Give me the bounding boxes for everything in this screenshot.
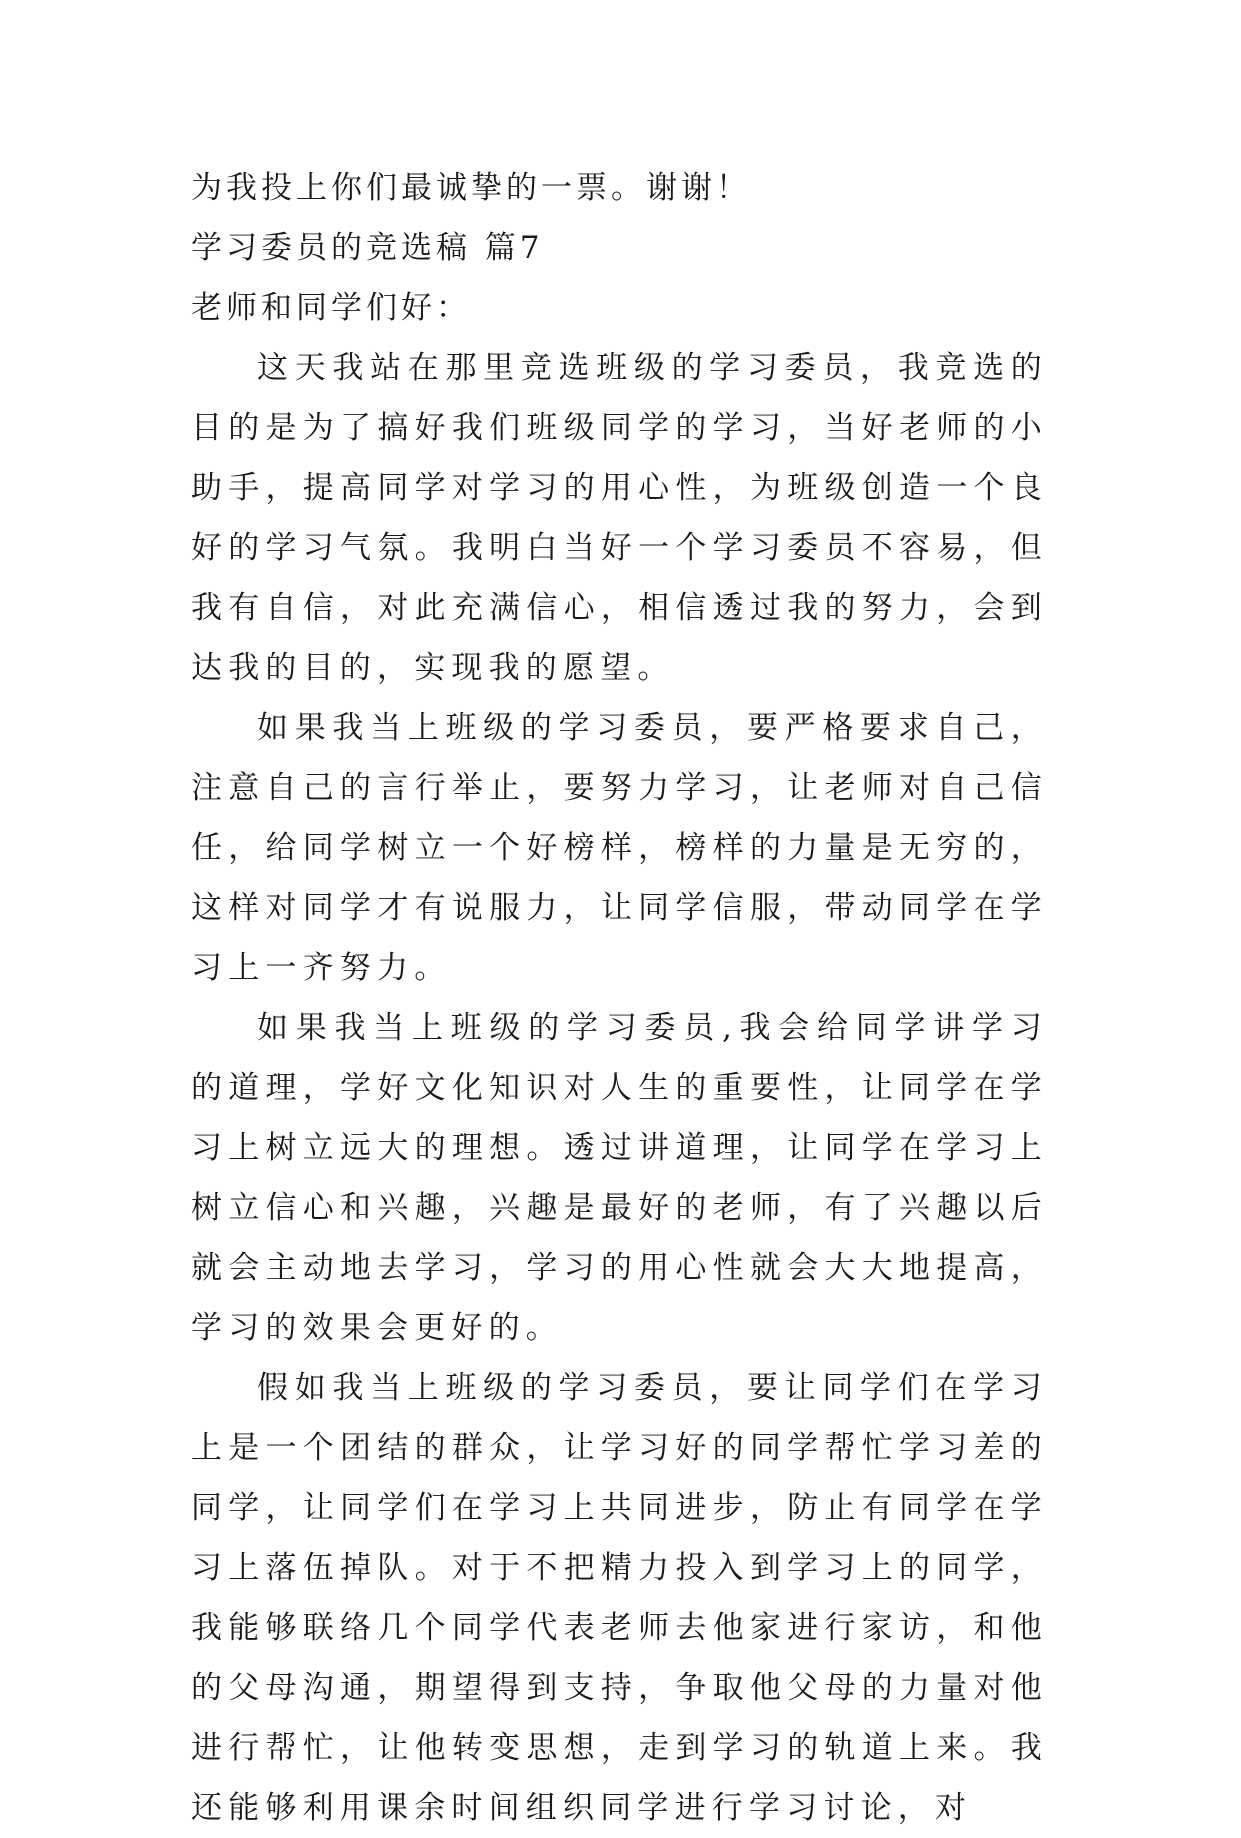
paragraph: 假如我当上班级的学习委员，要让同学们在学习上是一个团结的群众，让学习好的同学帮忙学习差的同学，让同学们在学习上共同进步，防止有同学在学习上落伍掉队。对于不把精力投入到学习上的同学，我能够联络几个同学代表老师去他家进行家访，和他的父母沟通，期望得到支持，争取他父母的力量对他进行帮忙，让他转变思想，走到学习的轨道上来。我还能够利用课余时间组织同学进行学习讨论，对	[191, 1370, 1048, 1826]
paragraph: 如果我当上班级的学习委员,我会给同学讲学习的道理，学好文化知识对人生的重要性，让同学在学习上树立远大的理想。透过讲道理，让同学在学习上树立信心和兴趣，兴趣是最好的老师，有了兴趣以后就会主动地去学习，学习的用心性就会大大地提高，学习的效果会更好的。	[191, 1010, 1048, 1346]
document-body	[191, 158, 1048, 1838]
paragraph: 如果我当上班级的学习委员，要严格要求自己，注意自己的言行举止，要努力学习，让老师对自己信任，给同学树立一个好榜样，榜样的力量是无穷的，这样对同学才有说服力，让同学信服，带动同学在学习上一齐努力。	[191, 710, 1048, 986]
closing-line: 为我投上你们最诚挚的一票。谢谢！	[191, 170, 751, 206]
section-title: 学习委员的竞选稿 篇7	[191, 230, 544, 266]
paragraph: 这天我站在那里竞选班级的学习委员，我竞选的目的是为了搞好我们班级同学的学习，当好老师的小助手，提高同学对学习的用心性，为班级创造一个良好的学习气氛。我明白当好一个学习委员不容易，但我有自信，对此充满信心，相信透过我的努力，会到达我的目的，实现我的愿望。	[191, 350, 1048, 686]
greeting: 老师和同学们好：	[191, 290, 471, 326]
